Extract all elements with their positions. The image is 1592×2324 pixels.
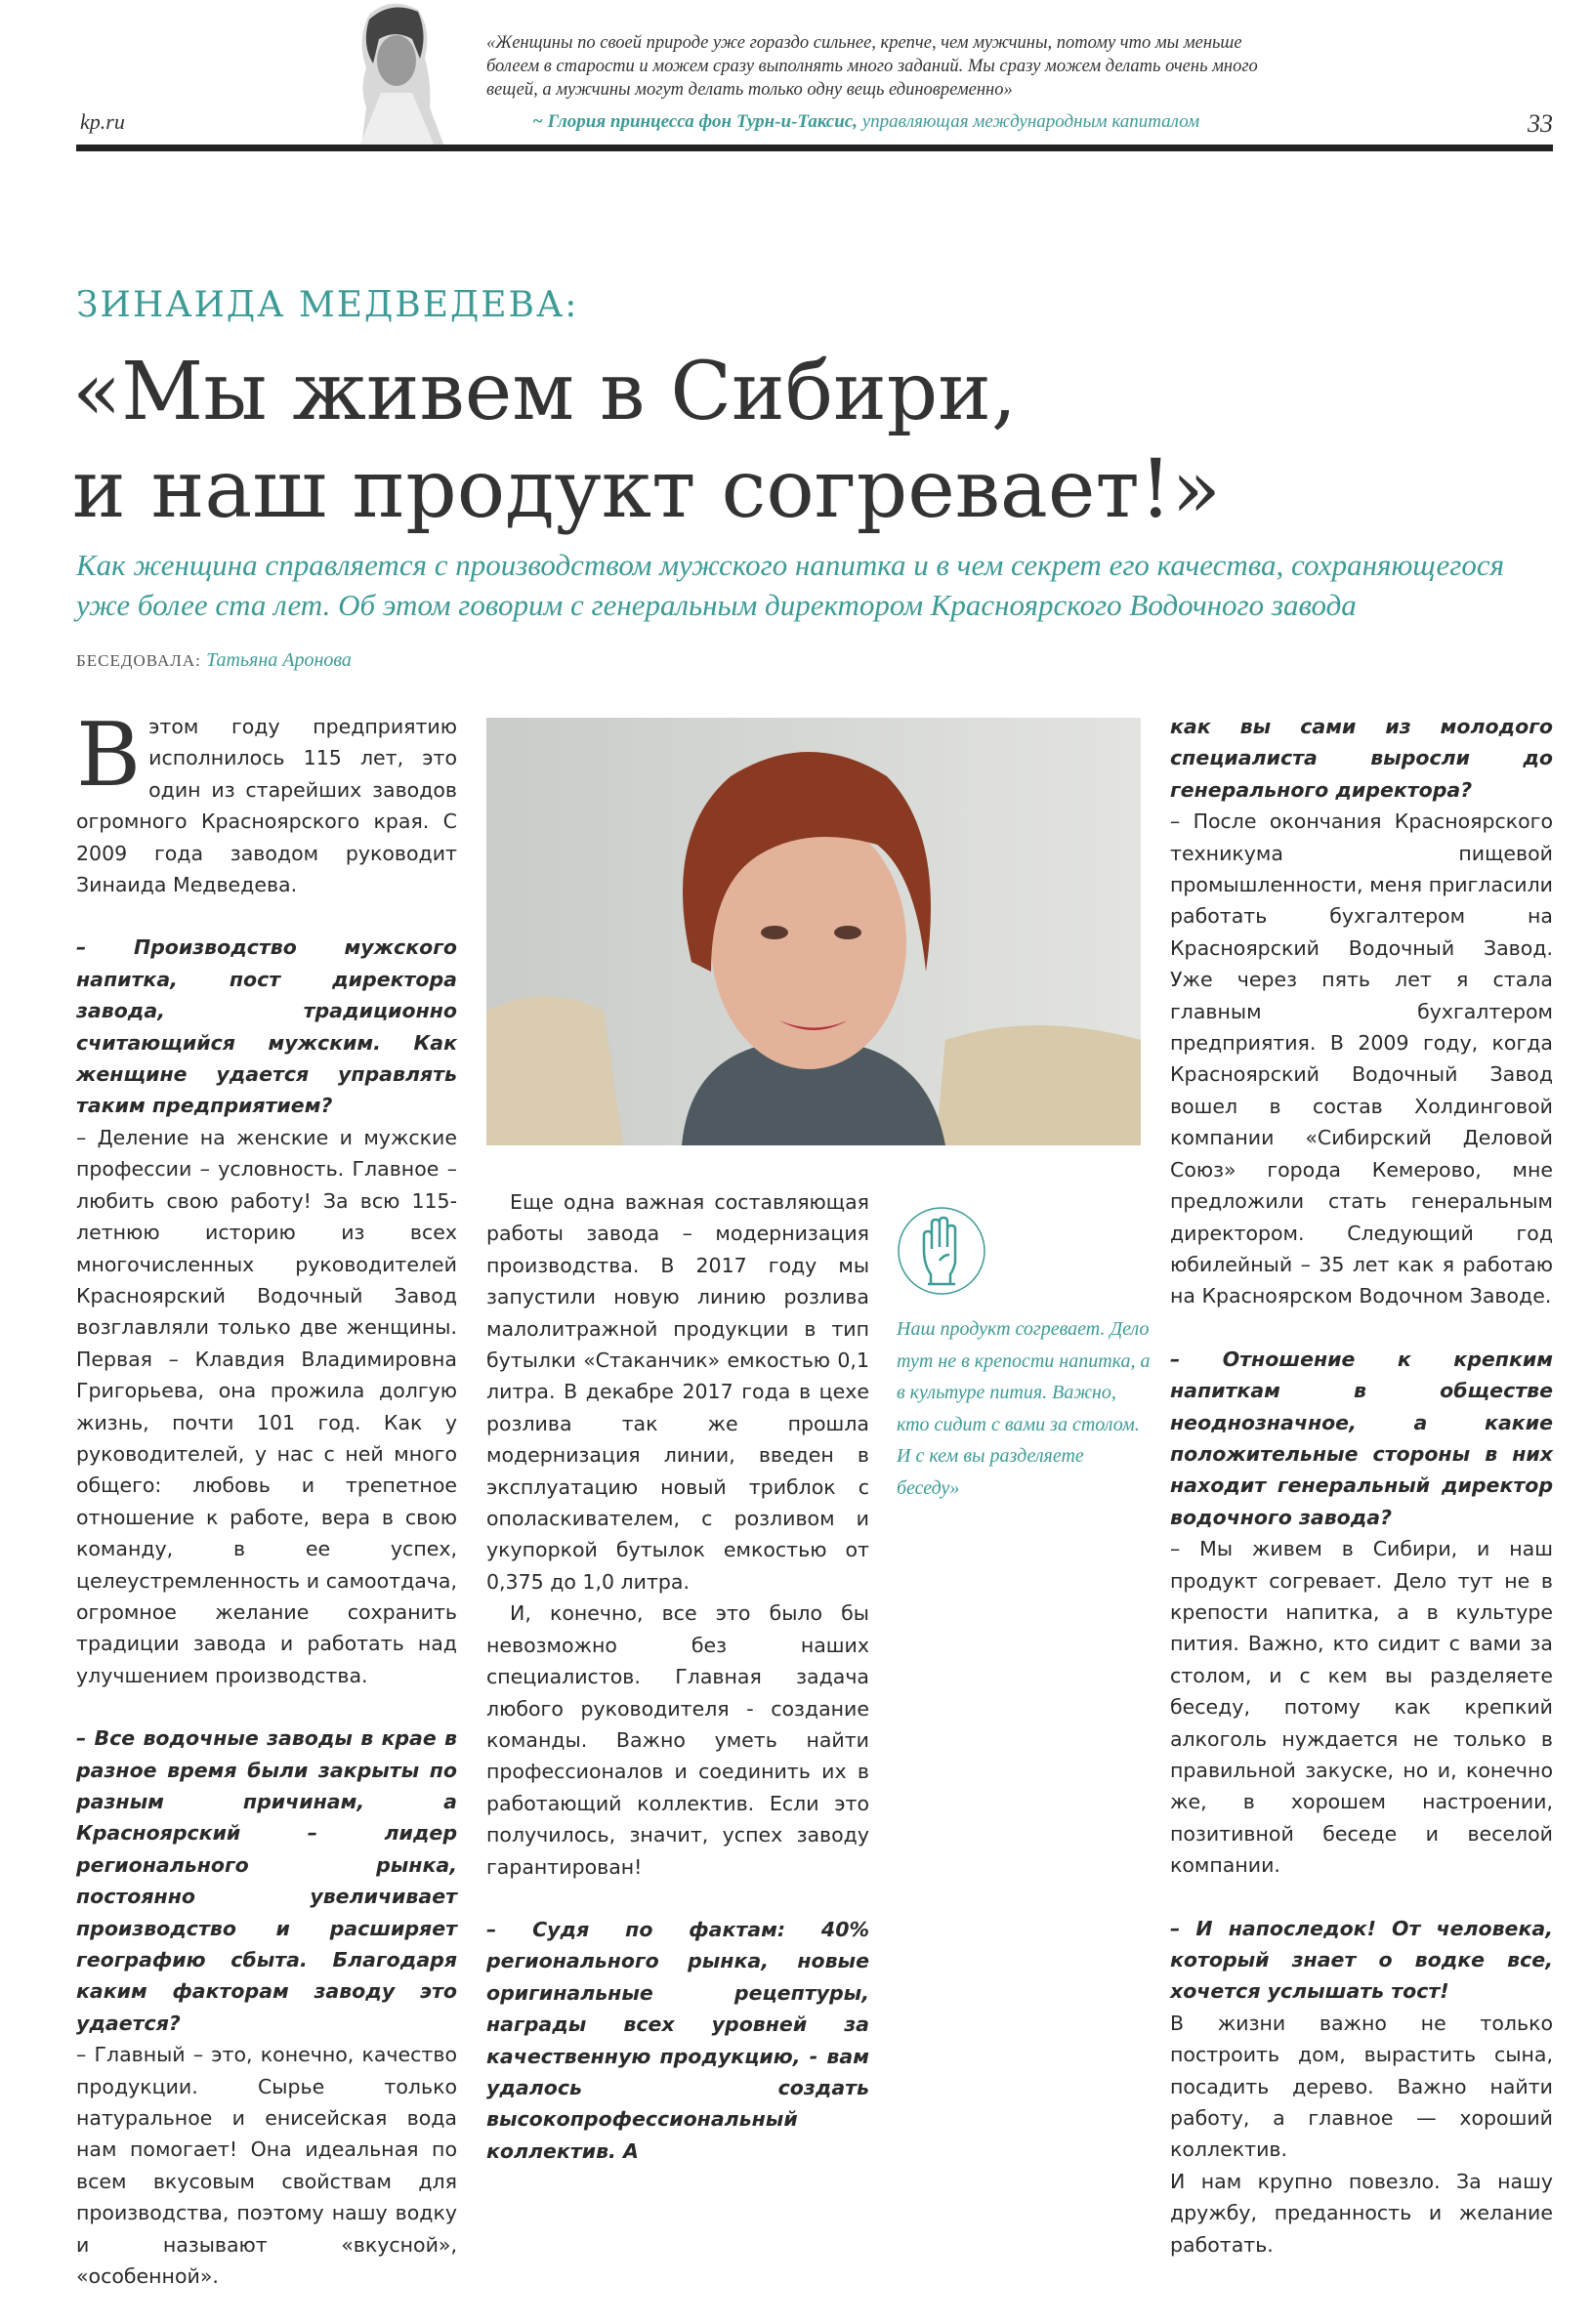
raised-hand-icon	[897, 1206, 986, 1296]
drop-cap: В	[76, 704, 142, 807]
paragraph: И, конечно, все это было бы невозможно без наших специалистов. Главная задача любого руководителя - создание команды. Важно уметь найти профессионалов и соединить их в работающий коллектив. Если это получилось, значит, успех заводу гарантирован!	[486, 1601, 869, 1879]
header-quote-author	[532, 111, 1199, 133]
page-number: 33	[1528, 109, 1553, 138]
article-headline	[72, 344, 1221, 539]
quote-author-role: управляющая международным капиталом	[861, 111, 1200, 132]
answer: – Деление на женские и мужские профессии – условность. Главное – любить свою работу! За всю 115-летнюю историю из всех многочисленных руководителей Красноярский Водочный Завод возглавляли только две женщины. Первая – Клавдия Владимировна Григорьева, она прожила долгую жизнь, почти 101 год. Как у руководителей, у нас с ней много общего: любовь и трепетное отношение к работе, вера в свою команду, в ее успех, целеустремленность и самоотдача, огромное желание сохранить традиции завода и работать над улучшением производства.	[76, 1125, 457, 1687]
pull-quote: Наш продукт согревает. Дело тут не в крепости напитка, а в культуре пития. Важно, кто сидит с вами за столом. И с кем вы разделяете беседу»	[897, 1318, 1151, 1499]
article-subtitle: Как женщина справляется с производством мужского напитка и в чем секрет его качества, сохраняющегося уже более ста лет. Об этом говорим с генеральным директором Красноярского Водочного завода	[76, 548, 1504, 622]
site-name: kp.ru	[80, 109, 125, 134]
quote-author-name: ~ Глория принцесса фон Турн-и-Таксис,	[532, 111, 858, 132]
byline-label: БЕСЕДОВАЛА:	[76, 651, 201, 670]
header-quote: «Женщины по своей природе уже гораздо сильнее, крепче, чем мужчины, потому что мы меньше болеем в старости и можем сразу выполнять много заданий. Мы сразу можем делать очень много вещей, а мужчины могут делать только одну вещь единовременно»	[486, 33, 1258, 100]
intro-text: этом году предприятию исполнилось 115 лет, это один из старейших заводов огромного Красноярского края. С 2009 года заводом руководит Зинаида Медведева.	[76, 715, 457, 897]
headline-line: и наш продукт согревает!»	[72, 443, 1221, 536]
headline-line: «Мы живем в Сибири,	[72, 346, 1017, 438]
article-kicker: ЗИНАИДА МЕДВЕДЕВА:	[76, 285, 579, 325]
question: – И напоследок! От человека, который знает о водке все, хочется услышать тост!	[1170, 1916, 1553, 2004]
answer: И нам крупно повезло. За нашу дружбу, преданность и желание работать.	[1170, 2169, 1553, 2257]
question: – Производство мужского напитка, пост директора завода, традиционно считающийся мужским. Как женщине удается управлять таким предприятием?	[76, 935, 457, 1118]
quote-author-portrait	[322, 0, 471, 146]
question: – Все водочные заводы в крае в разное время были закрыты по разным причинам, а Красноярский – лидер регионального рынка, постоянно увеличивает производство и расширяет географию сбыта. Благодаря каким факторам заводу это удается?	[76, 1726, 457, 2035]
byline	[76, 649, 352, 672]
byline-name: Татьяна Аронова	[206, 649, 352, 671]
paragraph: Еще одна важная составляющая работы завода – модернизация производства. В 2017 году мы запустили новую линию розлива малолитражной продукции в тип бутылки «Стаканчик» емкостью 0,1 литра. В декабре 2017 года в цехе розлива так же прошла модернизация линии, введен в эксплуатацию новый триблок с ополаскивателем, с розливом и укупоркой бутылок емкостью от 0,375 до 1,0 литра.	[486, 1190, 869, 1594]
column-3	[1170, 711, 1553, 2261]
answer: – После окончания Красноярского техникума пищевой промышленности, меня пригласили работать бухгалтером на Красноярский Водочный Завод. Уже через пять лет я стала главным бухгалтером предприятия. В 2009 году, когда Красноярский Водочный Завод вошел в состав Холдинговой компании «Сибирский Деловой Союз» города Кемерово, мне предложили стать генеральным директором. Следующий год юбилейный – 35 лет как я работаю на Красноярском Водочном Заводе.	[1170, 809, 1553, 1308]
header-rule	[76, 145, 1553, 151]
answer: – Мы живем в Сибири, и наш продукт согревает. Дело тут не в крепости напитка, а в культуре пития. Важно, кто сидит с вами за столом, и с кем вы разделяете беседу, потому как крепкий алкоголь нуждается не только в правильной закуске, но и, конечно же, в хорошем настроении, позитивной беседе и веселой компании.	[1170, 1537, 1553, 1878]
column-1	[76, 704, 457, 2324]
answer: В жизни важно не только построить дом, вырастить сына, посадить дерево. Важно найти работу, а главное — хороший коллектив.	[1170, 2011, 1553, 2162]
question: – Судя по фактам: 40% регионального рынка, новые оригинальные рецептуры, награды всех уровней за качественную продукцию, - вам удалось создать высокопрофессиональный коллектив. А	[486, 1917, 869, 2163]
question: – Отношение к крепким напиткам в обществе неоднозначное, а какие положительные стороны в них находит генеральный директор водочного завода?	[1170, 1347, 1553, 1529]
question: как вы сами из молодого специалиста выросли до генерального директора?	[1170, 715, 1553, 802]
column-2	[486, 1186, 869, 2198]
answer: – Главный – это, конечно, качество продукции. Сырье только натуральное и енисейская вода нам помогает! Она идеальная по всем вкусовым свойствам для производства, поэтому нашу водку и называют «вкусной», «особенной».	[76, 2043, 457, 2289]
interviewee-photo	[486, 718, 1141, 1145]
